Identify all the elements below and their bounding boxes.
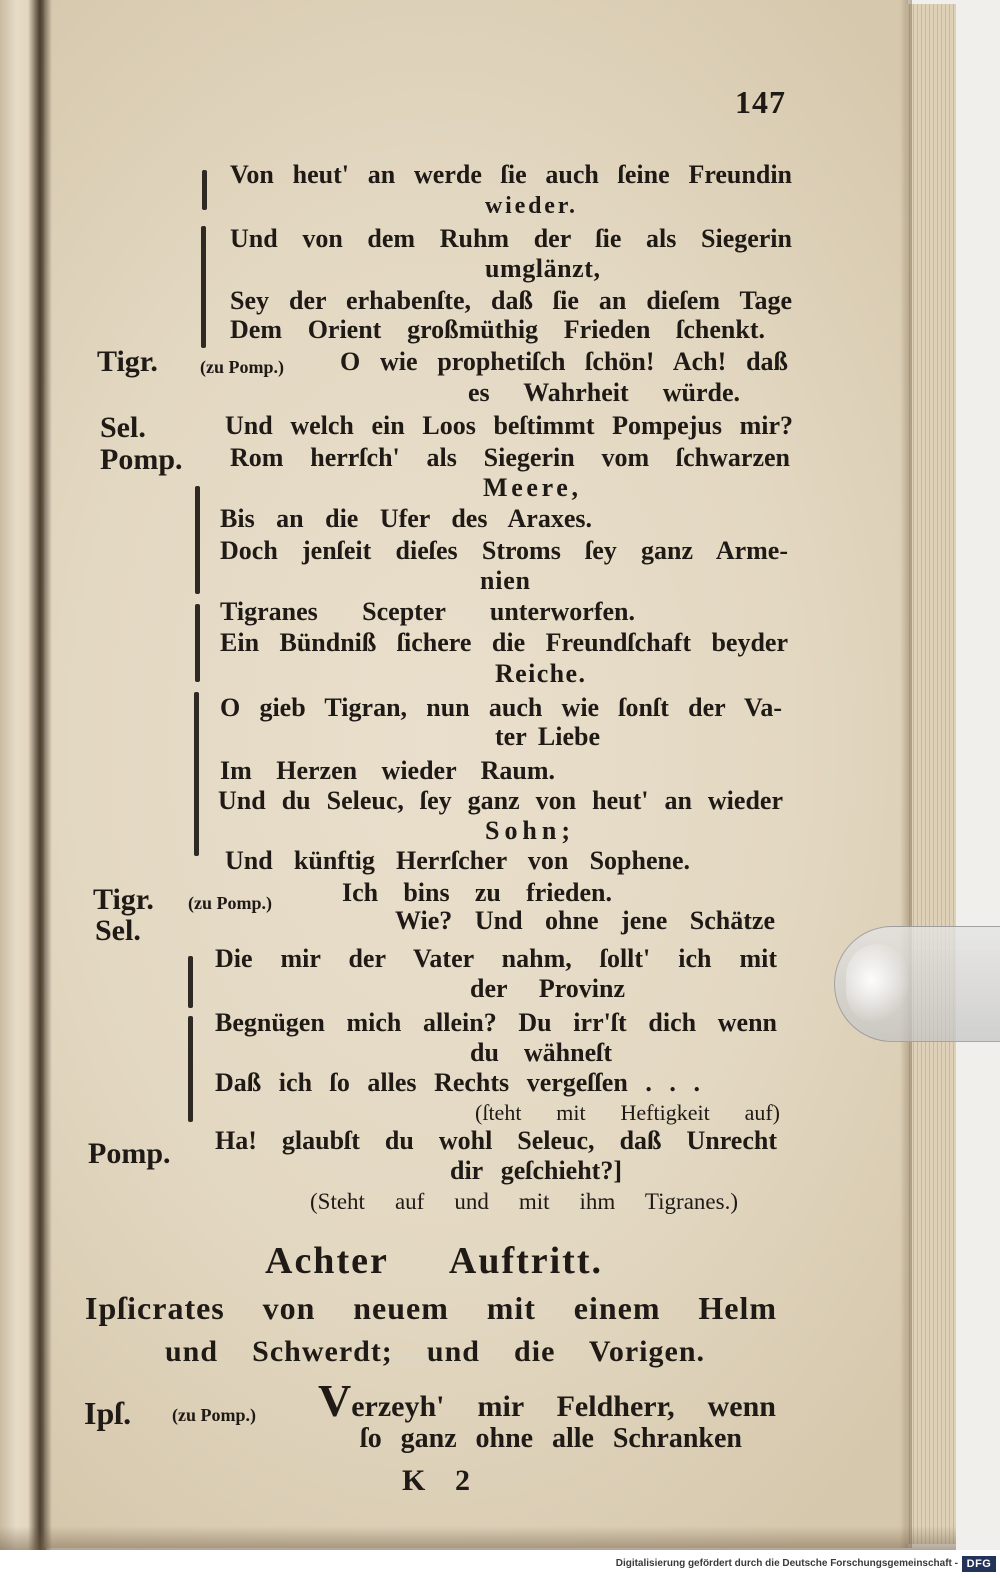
verse-line: Ich bins zu frieden. bbox=[342, 878, 612, 907]
scene-heading: Achter Auftritt. bbox=[265, 1240, 603, 1282]
speaker-label: Sel. bbox=[100, 411, 146, 444]
verse-line: Ha! glaubſt du wohl Seleuc, daß Unrecht bbox=[215, 1126, 777, 1155]
speaker-label: Pomp. bbox=[88, 1137, 171, 1170]
verse-line: es Wahrheit würde. bbox=[468, 378, 740, 407]
margin-mark bbox=[188, 1016, 193, 1122]
margin-mark bbox=[195, 604, 200, 682]
verse-line: wieder. bbox=[485, 193, 578, 219]
verse-line: Meere, bbox=[483, 473, 582, 502]
verse-line: umglänzt, bbox=[485, 254, 601, 283]
verse-line: Im Herzen wieder Raum. bbox=[220, 756, 555, 785]
margin-mark bbox=[194, 692, 199, 856]
gutter-shadow bbox=[28, 0, 52, 1550]
stage-direction: (zu Pomp.) bbox=[172, 1405, 256, 1425]
verse-line: Rom herrſch' als Siegerin vom ſchwarzen bbox=[230, 443, 790, 472]
verse-line: Tigranes Scepter unterworfen. bbox=[220, 597, 635, 626]
speaker-label: Tigr. bbox=[97, 345, 158, 378]
verse-line: Daß ich ſo alles Rechts vergeſſen . . . bbox=[215, 1068, 700, 1097]
verse-line: O gieb Tigran, nun auch wie ſonſt der Va- bbox=[220, 693, 782, 722]
verse-line: Verzeyh' mir Feldherr, wenn bbox=[318, 1375, 776, 1426]
margin-mark bbox=[202, 170, 207, 210]
verse-line: nien bbox=[480, 566, 531, 595]
dfg-logo: DFG bbox=[962, 1556, 996, 1572]
verse-line: ſo ganz ohne alle Schranken bbox=[360, 1423, 742, 1454]
verse-line: Doch jenſeit dieſes Stroms ſey ganz Arme- bbox=[220, 536, 788, 565]
page-number: 147 bbox=[735, 84, 786, 120]
page-stack-edges bbox=[906, 4, 956, 1544]
verse-line: ter Liebe bbox=[495, 722, 600, 751]
verse-line: dir geſchieht?] bbox=[450, 1156, 622, 1185]
page-clip-highlight bbox=[846, 944, 910, 1024]
margin-mark bbox=[195, 486, 200, 594]
verse-line: Sey der erhabenſte, daß ſie an dieſem Tage bbox=[230, 286, 792, 315]
stage-direction: (zu Pomp.) bbox=[188, 893, 272, 913]
verse-line: O wie prophetiſch ſchön! Ach! daß bbox=[340, 347, 788, 376]
page-bottom-shadow bbox=[0, 1526, 956, 1550]
speaker-label: Tigr. bbox=[93, 883, 154, 916]
verse-line: Reiche. bbox=[495, 659, 587, 688]
verse-line: der Provinz bbox=[470, 974, 625, 1003]
scene-cast-line: Ipſicrates von neuem mit einem Helm bbox=[85, 1290, 777, 1326]
stage-direction: (Steht auf und mit ihm Tigranes.) bbox=[310, 1189, 738, 1214]
verse-line: Von heut' an werde ſie auch ſeine Freundin bbox=[230, 160, 792, 189]
verse-line: Und künftig Herrſcher von Sophene. bbox=[225, 846, 690, 875]
verse-line: Dem Orient großmüthig Frieden ſchenkt. bbox=[230, 315, 765, 344]
scene-cast-line: und Schwerdt; und die Vorigen. bbox=[165, 1335, 705, 1368]
speaker-label: Ipſ. bbox=[84, 1395, 132, 1431]
margin-mark bbox=[188, 956, 193, 1008]
verse-line: Und du Seleuc, ſey ganz von heut' an wieder bbox=[218, 786, 783, 815]
page-edge-shadow bbox=[900, 0, 912, 1548]
signature-mark: K 2 bbox=[402, 1464, 470, 1497]
margin-mark bbox=[201, 226, 206, 348]
verse-line: Und welch ein Loos beſtimmt Pompejus mir? bbox=[225, 411, 793, 440]
stage-direction: (ſteht mit Heftigkeit auf) bbox=[475, 1100, 780, 1125]
verse-line: Sohn; bbox=[485, 816, 575, 845]
speaker-label: Pomp. bbox=[100, 443, 183, 476]
footer-credit: Digitalisierung gefördert durch die Deutsche Forschungsgemeinschaft - bbox=[615, 1558, 958, 1569]
verse-line: du wähneſt bbox=[470, 1038, 612, 1067]
verse-line: Und von dem Ruhm der ſie als Siegerin bbox=[230, 224, 792, 253]
verse-line: Die mir der Vater nahm, ſollt' ich mit bbox=[215, 944, 777, 973]
verse-line: Bis an die Ufer des Araxes. bbox=[220, 504, 592, 533]
verse-line: Ein Bündniß ſichere die Freundſchaft beyder bbox=[220, 628, 788, 657]
stage-direction: (zu Pomp.) bbox=[200, 357, 284, 377]
verse-line: Begnügen mich allein? Du irr'ſt dich wenn bbox=[215, 1008, 777, 1037]
verse-line: Wie? Und ohne jene Schätze bbox=[395, 906, 775, 935]
speaker-label: Sel. bbox=[95, 914, 141, 947]
